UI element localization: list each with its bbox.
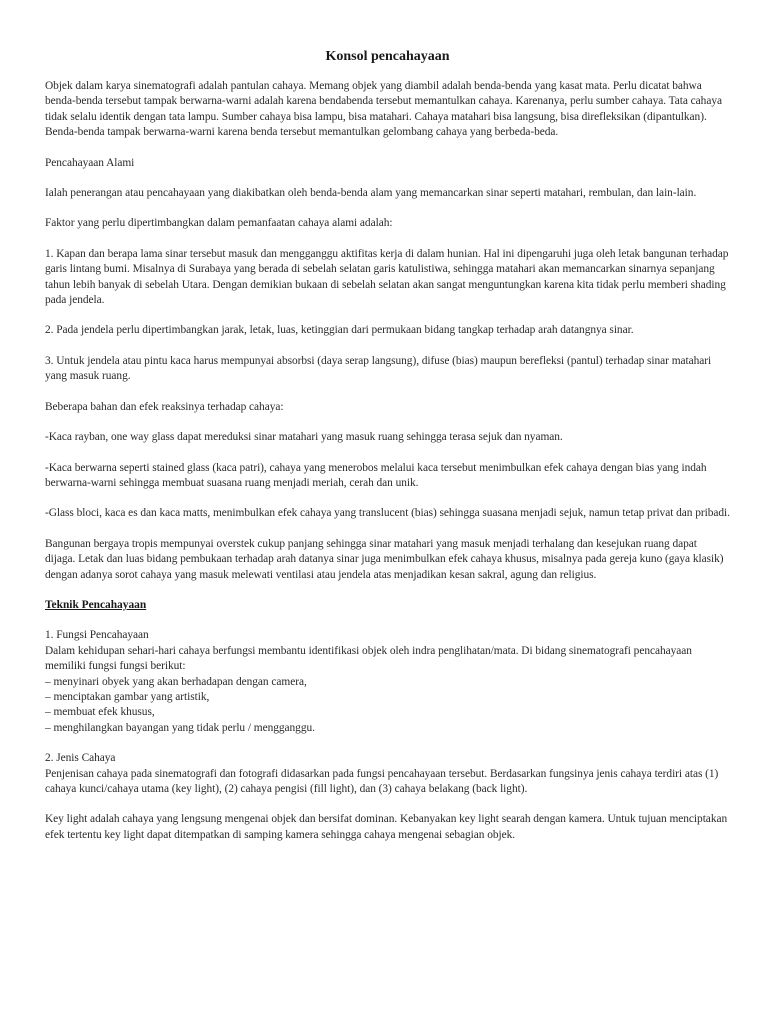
- jenis-heading: 2. Jenis Cahaya: [45, 752, 116, 765]
- bahan-item-3: -Glass bloci, kaca es dan kaca matts, menimbulkan efek cahaya yang translucent (bias) sehingga suasana menjadi sejuk, namun tetap privat dan pribadi.: [45, 507, 730, 520]
- intro-text-2: Benda-benda tampak berwarna-warni karena benda tersebut memantulkan gelombang cahaya yang berbeda-beda.: [45, 126, 559, 139]
- fungsi-list-item: – menyinari obyek yang akan berhadapan dengan camera,: [45, 675, 307, 688]
- faktor-item-1: 1. Kapan dan berapa lama sinar tersebut masuk dan mengganggu aktifitas kerja di dalam hunian. Hal ini dipengaruhi juga oleh letak bangunan terhadap garis lintang bumi. Misalnya di Surabaya yang berada di sebelah selatan garis katulistiwa, sehingga matahari akan memancarkan sinarnya sepanjang tahun lebih banyak di sebelah Utara. Dengan demikian bukaan di sebelah selatan akan sangat menguntungkan karena kita tidak perlu memberi shading pada jendela.: [45, 247, 729, 307]
- fungsi-heading: 1. Fungsi Pencahayaan: [45, 629, 149, 642]
- document-page: [45, 48, 730, 858]
- jenis-body: Penjenisan cahaya pada sinematografi dan fotografi didasarkan pada fungsi pencahayaan tersebut. Berdasarkan fungsinya jenis cahaya terdiri atas (1) cahaya kunci/cahaya utama (key light), (2) cahaya pengisi (fill light), dan (3) cahaya belakang (back light).: [45, 767, 719, 795]
- faktor-item-2: 2. Pada jendela perlu dipertimbangkan jarak, letak, luas, ketinggian dari permukaan bidang tangkap terhadap arah datangnya sinar.: [45, 324, 634, 337]
- document-title: Konsol pencahayaan: [325, 49, 450, 64]
- bahan-item-2: -Kaca berwarna seperti stained glass (kaca patri), cahaya yang menerobos melalui kaca tersebut menimbulkan efek cahaya dengan bias yang indah berwarna-warni sehingga membuat suasana ruang menjadi meriah, cerah dan unik.: [45, 461, 707, 489]
- fungsi-list-item: – menghilangkan bayangan yang tidak perlu / mengganggu.: [45, 721, 315, 734]
- bahan-intro: Beberapa bahan dan efek reaksinya terhadap cahaya:: [45, 400, 284, 413]
- tropis-paragraph: Bangunan bergaya tropis mempunyai overstek cukup panjang sehingga sinar matahari yang masuk menjadi terhalang dan kesejukan ruang dapat dijaga. Letak dan luas bidang pembukaan terhadap arah datanya sinar juga menimbulkan efek cahaya khusus, misalnya pada gereja kuno (gaya klasik) dengan adanya sorot cahaya yang masuk melewati ventilasi atau jendela atas menjadikan kesan sakral, agung dan religius.: [45, 537, 724, 581]
- fungsi-body: Dalam kehidupan sehari-hari cahaya berfungsi membantu identifikasi objek oleh indra penglihatan/mata. Di bidang sinematografi pencahayaan memiliki fungsi fungsi berikut:: [45, 644, 692, 673]
- alami-definition: Ialah penerangan atau pencahayaan yang diakibatkan oleh benda-benda alam yang memancarkan sinar seperti matahari, rembulan, dan lain-lain.: [45, 187, 697, 200]
- bahan-item-1: -Kaca rayban, one way glass dapat mereduksi sinar matahari yang masuk ruang sehingga terasa sejuk dan nyaman.: [45, 431, 563, 444]
- fungsi-list-item: – menciptakan gambar yang artistik,: [45, 690, 210, 703]
- intro-text-1: Objek dalam karya sinematografi adalah pantulan cahaya. Memang objek yang diambil adalah benda-benda yang kasat mata. Perlu dicatat bahwa benda-benda tersebut tampak berwarna-warni adalah karena bendabenda tersebut memantulkan cahaya. Karenanya, perlu sumber cahaya. Tata cahaya tidak selalu identik dengan tata lampu. Sumber cahaya bisa lampu, bisa matahari. Cahaya matahari bisa langsung, bisa direfleksikan (dipantulkan).: [45, 80, 722, 123]
- fungsi-section: [45, 628, 730, 736]
- fungsi-list-item: – membuat efek khusus,: [45, 706, 155, 719]
- alami-heading: Pencahayaan Alami: [45, 156, 135, 169]
- faktor-item-3: 3. Untuk jendela atau pintu kaca harus mempunyai absorbsi (daya serap langsung), difuse (bias) maupun berefleksi (pantul) terhadap sinar matahari yang masuk ruang.: [45, 354, 712, 383]
- keylight-paragraph: Key light adalah cahaya yang lengsung mengenai objek dan bersifat dominan. Kebanyakan key light searah dengan kamera. Untuk tujuan menciptakan efek tertentu key light dapat ditempatkan di samping kamera sehingga cahaya mengenai sebagian objek.: [45, 813, 728, 841]
- jenis-section: [45, 751, 730, 797]
- faktor-intro: Faktor yang perlu dipertimbangkan dalam pemanfaatan cahaya alami adalah:: [45, 217, 393, 230]
- intro-paragraph: [45, 79, 730, 141]
- section-heading-teknik: Teknik Pencahayaan: [45, 598, 147, 611]
